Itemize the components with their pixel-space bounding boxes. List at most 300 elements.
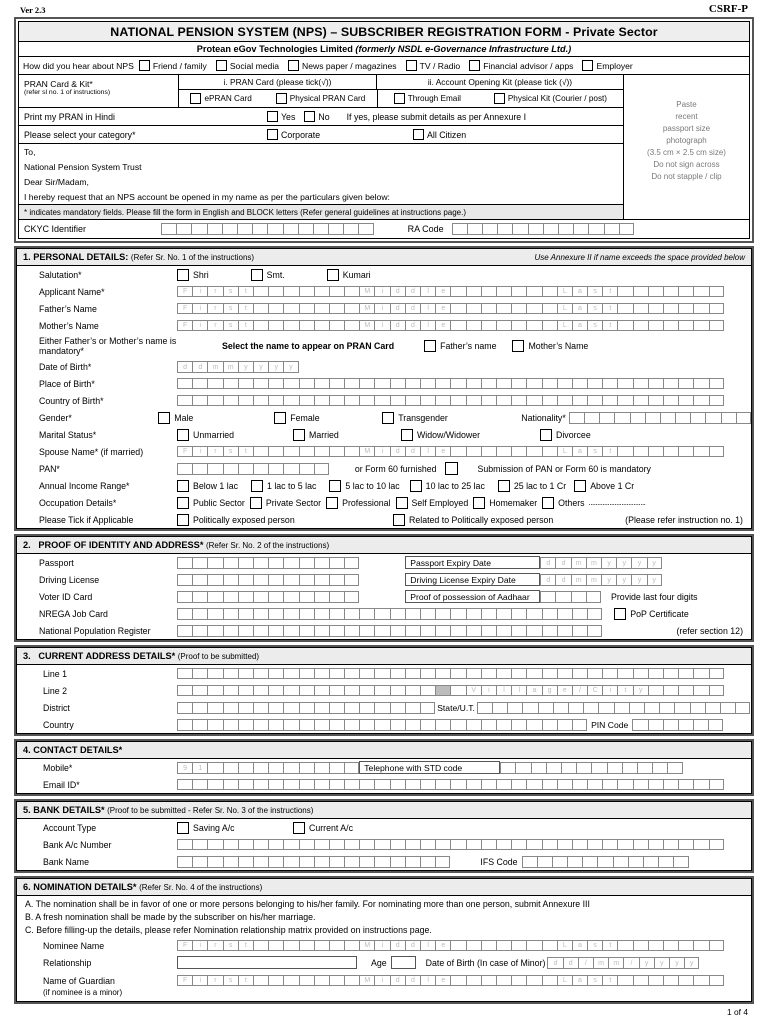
char-box[interactable] bbox=[633, 779, 648, 790]
char-box[interactable] bbox=[542, 975, 557, 986]
char-box[interactable] bbox=[374, 779, 389, 790]
char-box[interactable] bbox=[390, 779, 405, 790]
char-box[interactable] bbox=[299, 625, 314, 637]
char-box[interactable] bbox=[705, 412, 720, 424]
char-box[interactable] bbox=[238, 608, 253, 620]
char-box[interactable] bbox=[314, 395, 329, 406]
hear-option-advisor[interactable] bbox=[469, 60, 573, 71]
char-box[interactable] bbox=[268, 286, 283, 297]
char-box[interactable] bbox=[619, 223, 634, 235]
char-box[interactable]: i bbox=[374, 303, 389, 314]
char-box[interactable] bbox=[268, 320, 283, 331]
char-box[interactable] bbox=[268, 591, 283, 603]
char-box[interactable] bbox=[238, 625, 253, 637]
char-box[interactable]: y bbox=[631, 557, 646, 569]
aadhaar-input[interactable] bbox=[540, 591, 601, 603]
char-box[interactable] bbox=[268, 685, 283, 696]
char-box[interactable] bbox=[693, 940, 708, 951]
char-box[interactable] bbox=[405, 625, 420, 637]
occupation-private-sector[interactable] bbox=[250, 497, 321, 509]
char-box[interactable]: t bbox=[602, 446, 617, 457]
checkbox-icon[interactable] bbox=[393, 514, 405, 526]
char-box[interactable]: l bbox=[511, 685, 526, 696]
char-box[interactable] bbox=[511, 940, 526, 951]
checkbox-icon[interactable] bbox=[293, 429, 305, 441]
char-box[interactable]: V bbox=[466, 685, 481, 696]
char-box[interactable]: i bbox=[192, 446, 207, 457]
char-box[interactable] bbox=[329, 286, 344, 297]
char-box[interactable] bbox=[572, 668, 587, 679]
checkbox-icon[interactable] bbox=[542, 497, 554, 509]
char-box[interactable] bbox=[709, 940, 724, 951]
char-box[interactable]: t bbox=[238, 303, 253, 314]
passport-expiry-input[interactable] bbox=[540, 557, 662, 569]
char-box[interactable] bbox=[542, 446, 557, 457]
char-box[interactable] bbox=[648, 668, 663, 679]
char-box[interactable] bbox=[511, 625, 526, 637]
char-box[interactable] bbox=[283, 286, 298, 297]
char-box[interactable] bbox=[709, 668, 724, 679]
char-box[interactable] bbox=[693, 320, 708, 331]
checkbox-icon[interactable] bbox=[177, 822, 189, 834]
option-physical-pran-card[interactable] bbox=[276, 93, 366, 104]
char-box[interactable] bbox=[542, 286, 557, 297]
checkbox-icon[interactable] bbox=[512, 340, 524, 352]
char-box[interactable] bbox=[374, 668, 389, 679]
char-box[interactable] bbox=[690, 412, 705, 424]
char-box[interactable] bbox=[450, 839, 465, 850]
marital-unmarried[interactable] bbox=[177, 429, 277, 441]
char-box[interactable] bbox=[177, 574, 192, 586]
char-box[interactable] bbox=[648, 446, 663, 457]
char-box[interactable] bbox=[192, 856, 207, 868]
char-box[interactable] bbox=[420, 856, 435, 868]
option-through-email[interactable] bbox=[394, 93, 461, 104]
income-10-to-25-lac[interactable] bbox=[410, 480, 485, 492]
char-box[interactable] bbox=[207, 608, 222, 620]
char-box[interactable]: i bbox=[192, 975, 207, 986]
char-box[interactable] bbox=[329, 762, 344, 774]
char-box[interactable] bbox=[314, 574, 329, 586]
char-box[interactable] bbox=[481, 779, 496, 790]
char-box[interactable] bbox=[359, 608, 374, 620]
char-box[interactable]: t bbox=[617, 685, 632, 696]
char-box[interactable] bbox=[602, 839, 617, 850]
char-box[interactable] bbox=[526, 625, 541, 637]
char-box[interactable] bbox=[192, 839, 207, 850]
char-box[interactable] bbox=[405, 378, 420, 389]
char-box[interactable] bbox=[678, 685, 693, 696]
char-box[interactable]: y bbox=[654, 957, 669, 969]
char-box[interactable] bbox=[238, 719, 253, 731]
char-box[interactable] bbox=[344, 395, 359, 406]
char-box[interactable] bbox=[420, 608, 435, 620]
char-box[interactable] bbox=[587, 395, 602, 406]
char-box[interactable]: 9 bbox=[177, 762, 192, 774]
hear-option-friend[interactable] bbox=[139, 60, 207, 71]
checkbox-icon[interactable] bbox=[326, 497, 338, 509]
char-box[interactable] bbox=[405, 395, 420, 406]
char-box[interactable] bbox=[283, 975, 298, 986]
char-box[interactable] bbox=[268, 303, 283, 314]
account-type-saving[interactable] bbox=[177, 822, 277, 834]
char-box[interactable] bbox=[693, 839, 708, 850]
char-box[interactable] bbox=[546, 762, 561, 774]
char-box[interactable] bbox=[633, 975, 648, 986]
char-box[interactable] bbox=[526, 286, 541, 297]
checkbox-icon[interactable] bbox=[250, 497, 262, 509]
char-box[interactable] bbox=[390, 719, 405, 731]
char-box[interactable] bbox=[223, 591, 238, 603]
char-box[interactable] bbox=[466, 719, 481, 731]
char-box[interactable] bbox=[207, 779, 222, 790]
char-box[interactable] bbox=[507, 702, 522, 714]
char-box[interactable] bbox=[481, 378, 496, 389]
hear-option-social[interactable] bbox=[216, 60, 279, 71]
char-box[interactable] bbox=[207, 395, 222, 406]
char-box[interactable] bbox=[466, 625, 481, 637]
guardian-name-input[interactable] bbox=[177, 975, 724, 986]
char-box[interactable] bbox=[571, 591, 586, 603]
char-box[interactable] bbox=[675, 412, 690, 424]
char-box[interactable] bbox=[466, 608, 481, 620]
char-box[interactable] bbox=[477, 702, 492, 714]
char-box[interactable] bbox=[496, 975, 511, 986]
char-box[interactable] bbox=[467, 223, 482, 235]
char-box[interactable]: i bbox=[374, 975, 389, 986]
char-box[interactable] bbox=[359, 719, 374, 731]
char-box[interactable]: d bbox=[405, 303, 420, 314]
hear-option-tv[interactable] bbox=[406, 60, 461, 71]
checkbox-icon[interactable] bbox=[288, 60, 299, 71]
char-box[interactable] bbox=[633, 303, 648, 314]
checkbox-icon[interactable] bbox=[293, 822, 305, 834]
char-box[interactable] bbox=[522, 856, 537, 868]
char-box[interactable] bbox=[358, 223, 373, 235]
email-input[interactable] bbox=[177, 779, 724, 790]
pran-name-father[interactable] bbox=[424, 340, 496, 352]
char-box[interactable] bbox=[628, 856, 643, 868]
char-box[interactable] bbox=[678, 668, 693, 679]
char-box[interactable] bbox=[693, 685, 708, 696]
char-box[interactable] bbox=[531, 762, 546, 774]
checkbox-icon[interactable] bbox=[614, 608, 626, 620]
char-box[interactable] bbox=[177, 839, 192, 850]
char-box[interactable] bbox=[617, 940, 632, 951]
char-box[interactable]: t bbox=[238, 320, 253, 331]
char-box[interactable]: l bbox=[496, 685, 511, 696]
char-box[interactable] bbox=[450, 608, 465, 620]
char-box[interactable] bbox=[344, 378, 359, 389]
form60-checkbox-icon[interactable] bbox=[445, 462, 458, 475]
char-box[interactable] bbox=[481, 668, 496, 679]
dob-input[interactable] bbox=[177, 361, 299, 373]
char-box[interactable] bbox=[576, 762, 591, 774]
char-box[interactable] bbox=[587, 668, 602, 679]
char-box[interactable] bbox=[537, 856, 552, 868]
char-box[interactable] bbox=[693, 719, 708, 731]
char-box[interactable] bbox=[522, 702, 537, 714]
char-box[interactable]: d bbox=[540, 557, 555, 569]
char-box[interactable] bbox=[299, 557, 314, 569]
npr-input[interactable] bbox=[177, 625, 602, 637]
char-box[interactable] bbox=[253, 557, 268, 569]
char-box[interactable] bbox=[542, 779, 557, 790]
char-box[interactable] bbox=[435, 839, 450, 850]
checkbox-icon[interactable] bbox=[406, 60, 417, 71]
address-line1-input[interactable] bbox=[177, 668, 724, 679]
char-box[interactable] bbox=[207, 702, 222, 714]
char-box[interactable] bbox=[582, 856, 597, 868]
char-box[interactable] bbox=[735, 702, 750, 714]
char-box[interactable] bbox=[314, 303, 329, 314]
char-box[interactable] bbox=[542, 625, 557, 637]
char-box[interactable] bbox=[572, 378, 587, 389]
char-box[interactable]: y bbox=[238, 361, 253, 373]
char-box[interactable] bbox=[663, 286, 678, 297]
char-box[interactable] bbox=[207, 668, 222, 679]
char-box[interactable] bbox=[497, 223, 512, 235]
char-box[interactable] bbox=[617, 446, 632, 457]
char-box[interactable] bbox=[511, 395, 526, 406]
checkbox-icon[interactable] bbox=[251, 480, 263, 492]
char-box[interactable] bbox=[511, 975, 526, 986]
checkbox-icon[interactable] bbox=[276, 93, 287, 104]
ra-code-input[interactable] bbox=[452, 223, 634, 235]
char-box[interactable] bbox=[587, 779, 602, 790]
char-box[interactable] bbox=[253, 286, 268, 297]
char-box[interactable]: d bbox=[390, 303, 405, 314]
char-box[interactable] bbox=[223, 762, 238, 774]
char-box[interactable] bbox=[526, 839, 541, 850]
char-box[interactable] bbox=[390, 395, 405, 406]
char-box[interactable] bbox=[177, 378, 192, 389]
char-box[interactable] bbox=[663, 303, 678, 314]
char-box[interactable]: e bbox=[435, 320, 450, 331]
char-box[interactable] bbox=[552, 856, 567, 868]
char-box[interactable] bbox=[314, 320, 329, 331]
char-box[interactable] bbox=[598, 702, 613, 714]
char-box[interactable] bbox=[481, 719, 496, 731]
hindi-option-yes[interactable] bbox=[267, 111, 295, 122]
checkbox-icon[interactable] bbox=[327, 269, 339, 281]
char-box[interactable] bbox=[253, 702, 268, 714]
char-box[interactable] bbox=[329, 668, 344, 679]
char-box[interactable]: a bbox=[572, 975, 587, 986]
char-box[interactable] bbox=[192, 668, 207, 679]
char-box[interactable]: e bbox=[435, 286, 450, 297]
char-box[interactable] bbox=[329, 685, 344, 696]
char-box[interactable] bbox=[268, 762, 283, 774]
char-box[interactable] bbox=[500, 762, 515, 774]
spouse-name-input[interactable] bbox=[177, 446, 724, 457]
char-box[interactable] bbox=[450, 940, 465, 951]
char-box[interactable] bbox=[161, 223, 176, 235]
char-box[interactable]: t bbox=[602, 303, 617, 314]
char-box[interactable] bbox=[177, 463, 192, 475]
char-box[interactable] bbox=[511, 286, 526, 297]
char-box[interactable]: m bbox=[571, 574, 586, 586]
char-box[interactable] bbox=[283, 557, 298, 569]
char-box[interactable] bbox=[420, 702, 435, 714]
char-box[interactable] bbox=[648, 839, 663, 850]
char-box[interactable] bbox=[268, 608, 283, 620]
char-box[interactable] bbox=[667, 762, 682, 774]
checkbox-icon[interactable] bbox=[158, 412, 170, 424]
char-box[interactable] bbox=[405, 719, 420, 731]
char-box[interactable] bbox=[633, 940, 648, 951]
char-box[interactable]: s bbox=[223, 940, 238, 951]
char-box[interactable] bbox=[299, 378, 314, 389]
nrega-input[interactable] bbox=[177, 608, 602, 620]
char-box[interactable] bbox=[253, 975, 268, 986]
char-box[interactable] bbox=[207, 223, 222, 235]
char-box[interactable] bbox=[329, 574, 344, 586]
char-box[interactable] bbox=[268, 719, 283, 731]
pep-politically-exposed[interactable] bbox=[177, 514, 377, 526]
char-box[interactable] bbox=[466, 668, 481, 679]
char-box[interactable] bbox=[329, 303, 344, 314]
char-box[interactable] bbox=[192, 719, 207, 731]
char-box[interactable]: t bbox=[238, 975, 253, 986]
char-box[interactable] bbox=[192, 378, 207, 389]
char-box[interactable] bbox=[268, 625, 283, 637]
char-box[interactable] bbox=[283, 625, 298, 637]
gender-male[interactable] bbox=[158, 412, 258, 424]
char-box[interactable] bbox=[344, 320, 359, 331]
char-box[interactable] bbox=[561, 762, 576, 774]
char-box[interactable] bbox=[253, 378, 268, 389]
pep-related[interactable] bbox=[393, 514, 553, 526]
char-box[interactable] bbox=[299, 608, 314, 620]
char-box[interactable] bbox=[314, 779, 329, 790]
char-box[interactable] bbox=[572, 625, 587, 637]
char-box[interactable] bbox=[299, 940, 314, 951]
char-box[interactable]: d bbox=[555, 574, 570, 586]
char-box[interactable]: s bbox=[587, 446, 602, 457]
checkbox-icon[interactable] bbox=[413, 129, 424, 140]
char-box[interactable]: m bbox=[207, 361, 222, 373]
char-box[interactable] bbox=[450, 303, 465, 314]
char-box[interactable] bbox=[314, 446, 329, 457]
char-box[interactable] bbox=[538, 702, 553, 714]
char-box[interactable] bbox=[314, 719, 329, 731]
char-box[interactable] bbox=[481, 975, 496, 986]
char-box[interactable] bbox=[586, 591, 601, 603]
nominee-dob-input[interactable] bbox=[547, 957, 699, 969]
char-box[interactable] bbox=[709, 685, 724, 696]
char-box[interactable] bbox=[450, 668, 465, 679]
char-box[interactable] bbox=[557, 719, 572, 731]
char-box[interactable] bbox=[496, 839, 511, 850]
char-box[interactable]: d bbox=[390, 286, 405, 297]
char-box[interactable] bbox=[207, 378, 222, 389]
char-box[interactable] bbox=[690, 702, 705, 714]
char-box[interactable] bbox=[253, 395, 268, 406]
char-box[interactable] bbox=[253, 762, 268, 774]
char-box[interactable] bbox=[542, 719, 557, 731]
char-box[interactable]: t bbox=[602, 286, 617, 297]
char-box[interactable] bbox=[645, 412, 660, 424]
pin-code-input[interactable] bbox=[632, 719, 723, 731]
char-box[interactable] bbox=[329, 940, 344, 951]
char-box[interactable] bbox=[481, 625, 496, 637]
char-box[interactable] bbox=[359, 839, 374, 850]
char-box[interactable]: d bbox=[405, 975, 420, 986]
char-box[interactable] bbox=[253, 668, 268, 679]
pran-name-mother[interactable] bbox=[512, 340, 588, 352]
char-box[interactable] bbox=[314, 286, 329, 297]
char-box[interactable] bbox=[542, 303, 557, 314]
checkbox-icon[interactable] bbox=[177, 269, 189, 281]
char-box[interactable] bbox=[344, 702, 359, 714]
char-box[interactable] bbox=[390, 378, 405, 389]
char-box[interactable] bbox=[643, 856, 658, 868]
char-box[interactable] bbox=[678, 446, 693, 457]
char-box[interactable] bbox=[709, 779, 724, 790]
char-box[interactable]: i bbox=[602, 685, 617, 696]
char-box[interactable] bbox=[390, 839, 405, 850]
char-box[interactable] bbox=[708, 719, 723, 731]
char-box[interactable] bbox=[314, 685, 329, 696]
char-box[interactable]: a bbox=[572, 446, 587, 457]
voter-id-input[interactable] bbox=[177, 591, 359, 603]
char-box[interactable] bbox=[253, 446, 268, 457]
char-box[interactable] bbox=[511, 320, 526, 331]
char-box[interactable]: d bbox=[390, 446, 405, 457]
char-box[interactable]: t bbox=[238, 940, 253, 951]
char-box[interactable] bbox=[678, 378, 693, 389]
char-box[interactable] bbox=[481, 940, 496, 951]
checkbox-icon[interactable] bbox=[177, 429, 189, 441]
char-box[interactable] bbox=[673, 856, 688, 868]
char-box[interactable] bbox=[617, 320, 632, 331]
char-box[interactable] bbox=[709, 286, 724, 297]
char-box[interactable] bbox=[542, 608, 557, 620]
char-box[interactable]: F bbox=[177, 286, 192, 297]
country-of-birth-input[interactable] bbox=[177, 395, 724, 406]
char-box[interactable] bbox=[299, 463, 314, 475]
char-box[interactable]: d bbox=[405, 320, 420, 331]
char-box[interactable] bbox=[617, 286, 632, 297]
char-box[interactable] bbox=[678, 975, 693, 986]
char-box[interactable] bbox=[587, 839, 602, 850]
char-box[interactable] bbox=[709, 378, 724, 389]
char-box[interactable]: s bbox=[587, 303, 602, 314]
char-box[interactable] bbox=[553, 702, 568, 714]
char-box[interactable] bbox=[177, 702, 192, 714]
char-box[interactable] bbox=[496, 286, 511, 297]
char-box[interactable] bbox=[420, 779, 435, 790]
char-box[interactable] bbox=[540, 591, 555, 603]
char-box[interactable] bbox=[253, 608, 268, 620]
char-box[interactable] bbox=[614, 412, 629, 424]
char-box[interactable] bbox=[591, 762, 606, 774]
char-box[interactable] bbox=[736, 412, 751, 424]
char-box[interactable] bbox=[435, 378, 450, 389]
char-box[interactable] bbox=[283, 685, 298, 696]
char-box[interactable] bbox=[450, 395, 465, 406]
char-box[interactable] bbox=[268, 702, 283, 714]
char-box[interactable] bbox=[223, 557, 238, 569]
char-box[interactable] bbox=[344, 685, 359, 696]
char-box[interactable] bbox=[299, 719, 314, 731]
occupation-others[interactable] bbox=[542, 497, 645, 509]
char-box[interactable] bbox=[633, 446, 648, 457]
char-box[interactable] bbox=[481, 320, 496, 331]
char-box[interactable]: e bbox=[435, 446, 450, 457]
char-box[interactable] bbox=[648, 685, 663, 696]
